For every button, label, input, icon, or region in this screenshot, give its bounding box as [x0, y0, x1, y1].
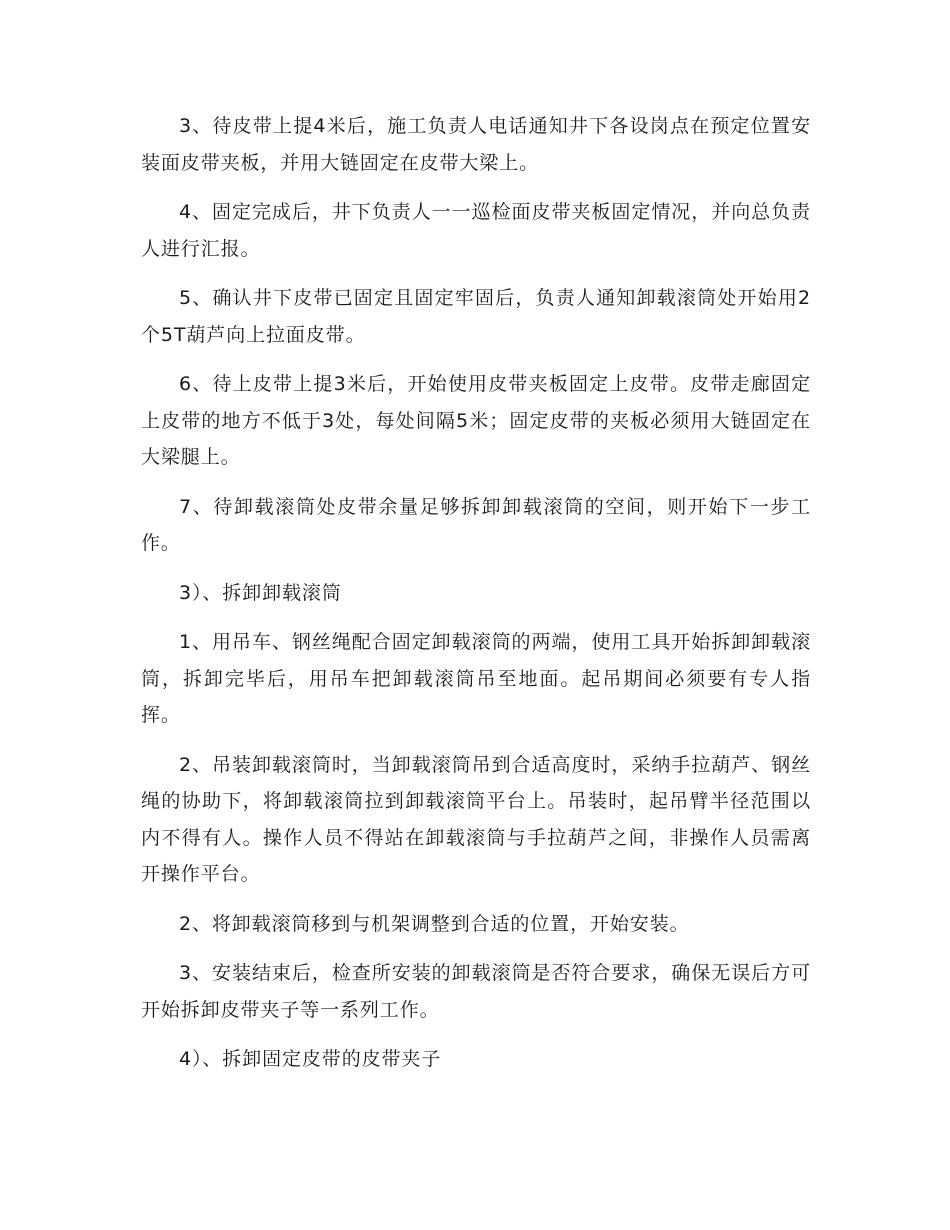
paragraph-step-6: 6、待上皮带上提3米后，开始使用皮带夹板固定上皮带。皮带走廊固定上皮带的地方不低于3处，每处间隔5米；固定皮带的夹板必须用大链固定在大梁腿上。 — [141, 373, 811, 468]
paragraph-step-3: 3、待皮带上提4米后，施工负责人电话通知井下各设岗点在预定位置安装面皮带夹板，并用大链固定在皮带大梁上。 — [141, 115, 811, 174]
paragraph-drum-step-1: 1、用吊车、钢丝绳配合固定卸载滚筒的两端，使用工具开始拆卸卸载滚筒，拆卸完毕后，用吊车把卸载滚筒吊至地面。起吊期间必须要有专人指挥。 — [141, 631, 811, 726]
paragraph-drum-step-2a: 2、吊装卸载滚筒时，当卸载滚筒吊到合适高度时，采纳手拉葫芦、钢丝绳的协助下，将卸载滚筒拉到卸载滚筒平台上。吊装时，起吊臂半径范围以内不得有人。操作人员不得站在卸载滚筒与手拉葫芦之间，非操作人员需离开操作平台。 — [141, 753, 811, 885]
paragraph-drum-step-2b: 2、将卸载滚筒移到与机架调整到合适的位置，开始安装。 — [179, 912, 690, 935]
document-body — [141, 108, 811, 1091]
paragraph-drum-step-3: 3、安装结束后，检查所安装的卸载滚筒是否符合要求，确保无误后方可开始拆卸皮带夹子等一系列工作。 — [141, 962, 811, 1021]
section-heading-remove-clamps: 4）、拆卸固定皮带的皮带夹子 — [179, 1048, 442, 1070]
section-heading-unload-drum: 3）、拆卸卸载滚筒 — [179, 581, 342, 604]
paragraph-step-7: 7、待卸载滚筒处皮带余量足够拆卸卸载滚筒的空间，则开始下一步工作。 — [141, 495, 811, 554]
paragraph-step-4: 4、固定完成后，井下负责人一一巡检面皮带夹板固定情况，并向总负责人进行汇报。 — [141, 201, 811, 260]
paragraph-step-5: 5、确认井下皮带已固定且固定牢固后，负责人通知卸载滚筒处开始用2个5T葫芦向上拉面皮带。 — [141, 287, 811, 346]
